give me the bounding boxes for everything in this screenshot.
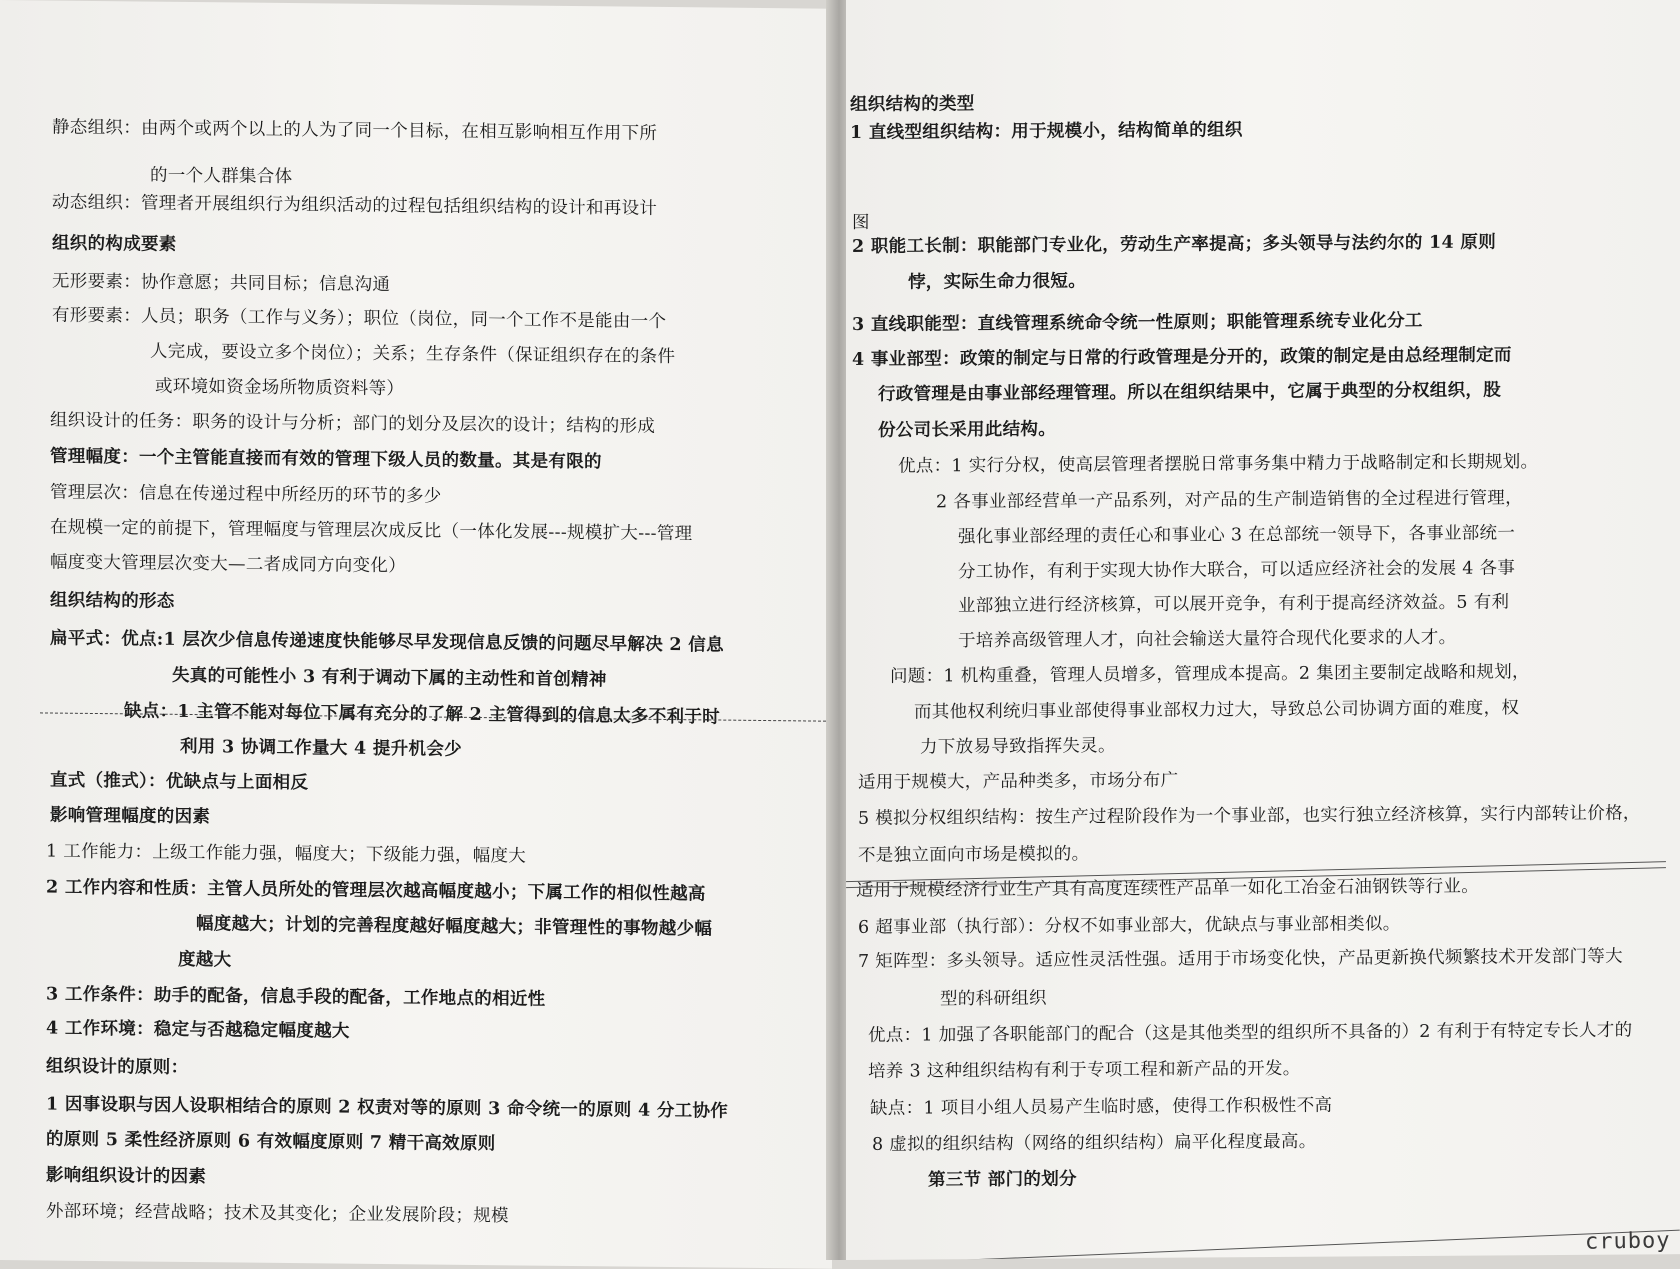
right-text-line: 业部独立进行经济核算，可以展开竞争，有利于提高经济效益。5 有利 — [958, 592, 1510, 617]
right-text-line: 第三节 部门的划分 — [928, 1169, 1077, 1191]
left-text-line: 静态组织：由两个或两个以上的人为了同一个目标，在相互影响相互作用下所 — [52, 117, 658, 144]
left-text-line: 人完成，要设立多个岗位）；关系；生存条件（保证组织存在的条件 — [150, 341, 676, 368]
right-text-line: 2 职能工长制：职能部门专业化，劳动生产率提高；多头领导与法约尔的 14 原则 — [852, 232, 1497, 257]
left-page-text — [0, 0, 832, 1269]
left-text-line: 3 工作条件：助手的配备，信息手段的配备，工作地点的相近性 — [46, 984, 546, 1010]
right-text-line: 悖，实际生命力很短。 — [908, 271, 1086, 293]
left-text-line: 组织设计的原则： — [46, 1056, 189, 1078]
right-text-line: 力下放易导致指挥失灵。 — [920, 736, 1116, 758]
right-text-line: 组织结构的类型 — [850, 94, 975, 115]
right-text-line: 强化事业部经理的责任心和事业心 3 在总部统一领导下，各事业部统一 — [958, 523, 1516, 548]
right-text-line: 图 — [852, 212, 870, 233]
right-text-line: 培养 3 这种组织结构有利于专项工程和新产品的开发。 — [868, 1058, 1301, 1082]
right-page — [846, 0, 1680, 1260]
left-text-line: 扁平式：优点:1 层次少信息传递速度快能够尽早发现信息反馈的问题尽早解决 2 信息 — [50, 628, 724, 656]
left-text-line: 组织设计的任务：职务的设计与分析；部门的划分及层次的设计；结构的形成 — [50, 410, 656, 437]
left-text-line: 管理幅度：一个主管能直接而有效的管理下级人员的数量。其是有限的 — [50, 446, 602, 473]
right-text-line: 1 直线型组织结构：用于规模小，结构简单的组织 — [850, 120, 1243, 143]
right-text-line: 优点：1 实行分权，使高层管理者摆脱日常事务集中精力于战略制定和长期规划。 — [898, 452, 1539, 477]
right-text-line: 5 模拟分权组织结构：按生产过程阶段作为一个事业部，也实行独立经济核算，实行内部转让价格， — [858, 803, 1641, 829]
left-text-line: 影响管理幅度的因素 — [50, 805, 211, 828]
left-text-line: 无形要素：协作意愿；共同目标；信息沟通 — [52, 271, 391, 296]
right-text-line: 份公司长采用此结构。 — [878, 419, 1056, 441]
right-text-line: 适用于规模经济行业生产具有高度连续性产品单一如化工冶金石油钢铁等行业。 — [856, 876, 1479, 901]
left-text-line: 1 工作能力：上级工作能力强，幅度大；下级能力强，幅度大 — [46, 841, 527, 867]
right-text-line: 型的科研组织 — [940, 988, 1047, 1010]
left-text-line: 组织的构成要素 — [52, 233, 177, 255]
left-text-line: 失真的可能性小 3 有利于调动下属的主动性和首创精神 — [172, 665, 607, 691]
left-text-line: 的一个人群集合体 — [150, 165, 293, 188]
right-text-line: 4 事业部型：政策的制定与日常的行政管理是分开的，政策的制定是由总经理制定而 — [852, 345, 1512, 370]
right-text-line: 7 矩阵型：多头领导。适应性灵活性强。适用于市场变化快，产品更新换代频繁技术开发部门等大 — [858, 946, 1623, 972]
left-text-line: 影响组织设计的因素 — [46, 1165, 207, 1188]
left-page — [0, 0, 832, 1269]
right-text-line: 分工协作，有利于实现大协作大联合，可以适应经济社会的发展 4 各事 — [958, 558, 1516, 583]
left-text-line: 外部环境；经营战略；技术及其变化；企业发展阶段；规模 — [46, 1201, 509, 1227]
left-text-line: 幅度变大管理层次变大—二者成同方向变化） — [50, 552, 406, 577]
right-text-line: 行政管理是由事业部经理管理。所以在组织结果中，它属于典型的分权组织，股 — [878, 380, 1501, 405]
right-text-line: 于培养高级管理人才，向社会输送大量符合现代化要求的人才。 — [958, 627, 1457, 652]
left-text-line: 在规模一定的前提下，管理幅度与管理层次成反比（一体化发展---规模扩大---管理 — [50, 517, 693, 545]
left-text-line: 或环境如资金场所物质资料等） — [155, 376, 405, 400]
left-text-line: 2 工作内容和性质：主管人员所处的管理层次越高幅度越小；下属工作的相似性越高 — [46, 877, 706, 905]
right-text-line: 8 虚拟的组织结构（网络的组织结构）扁平化程度最高。 — [872, 1131, 1317, 1155]
left-text-line: 直式（推式）：优缺点与上面相反 — [50, 770, 309, 794]
right-text-line: 6 超事业部（执行部）：分权不如事业部大，优缺点与事业部相类似。 — [858, 914, 1401, 938]
right-page-text — [846, 0, 1680, 1260]
left-text-line: 1 因事设职与因人设职相结合的原则 2 权责对等的原则 3 命令统一的原则 4 分工协作 — [46, 1094, 729, 1122]
right-text-line: 适用于规模大，产品种类多，市场分布广 — [858, 770, 1179, 793]
right-text-line: 问题：1 机构重叠，管理人员增多，管理成本提高。2 集团主要制定战略和规划， — [890, 662, 1530, 687]
left-text-line: 4 工作环境：稳定与否越稳定幅度越大 — [46, 1018, 350, 1042]
right-text-line: 2 各事业部经营单一产品系列，对产品的生产制造销售的全过程进行管理， — [936, 488, 1523, 513]
left-text-line: 利用 3 协调工作量大 4 提升机会少 — [180, 736, 462, 760]
right-text-line: 缺点：1 项目小组人员易产生临时感，使得工作积极性不高 — [870, 1095, 1333, 1119]
right-text-line: 3 直线职能型：直线管理系统命令统一性原则；职能管理系统专业化分工 — [852, 310, 1423, 335]
right-text-line: 而其他权利统归事业部使得事业部权力过大，导致总公司协调方面的难度，权 — [914, 698, 1520, 723]
left-text-line: 动态组织：管理者开展组织行为组织活动的过程包括组织结构的设计和再设计 — [52, 192, 658, 219]
right-text-line: 优点：1 加强了各职能部门的配合（这是其他类型的组织所不具备的）2 有利于有特定专长人才的 — [868, 1020, 1633, 1046]
right-text-line: 不是独立面向市场是模拟的。 — [858, 844, 1090, 866]
left-text-line: 度越大 — [178, 949, 232, 971]
left-text-line: 管理层次：信息在传递过程中所经历的环节的多少 — [50, 482, 442, 507]
left-text-line: 幅度越大；计划的完善程度越好幅度越大；非管理性的事物越少幅 — [196, 914, 713, 940]
left-text-line: 缺点：1 主管不能对每位下属有充分的了解 2 主管得到的信息太多不利于时 — [124, 701, 720, 728]
left-text-line: 组织结构的形态 — [50, 590, 175, 612]
watermark-text: cruboy — [1584, 1228, 1671, 1255]
left-text-line: 的原则 5 柔性经济原则 6 有效幅度原则 7 精干高效原则 — [46, 1129, 496, 1155]
left-text-line: 有形要素：人员；职务（工作与义务）；职位（岗位，同一个工作不是能由一个 — [52, 305, 667, 332]
